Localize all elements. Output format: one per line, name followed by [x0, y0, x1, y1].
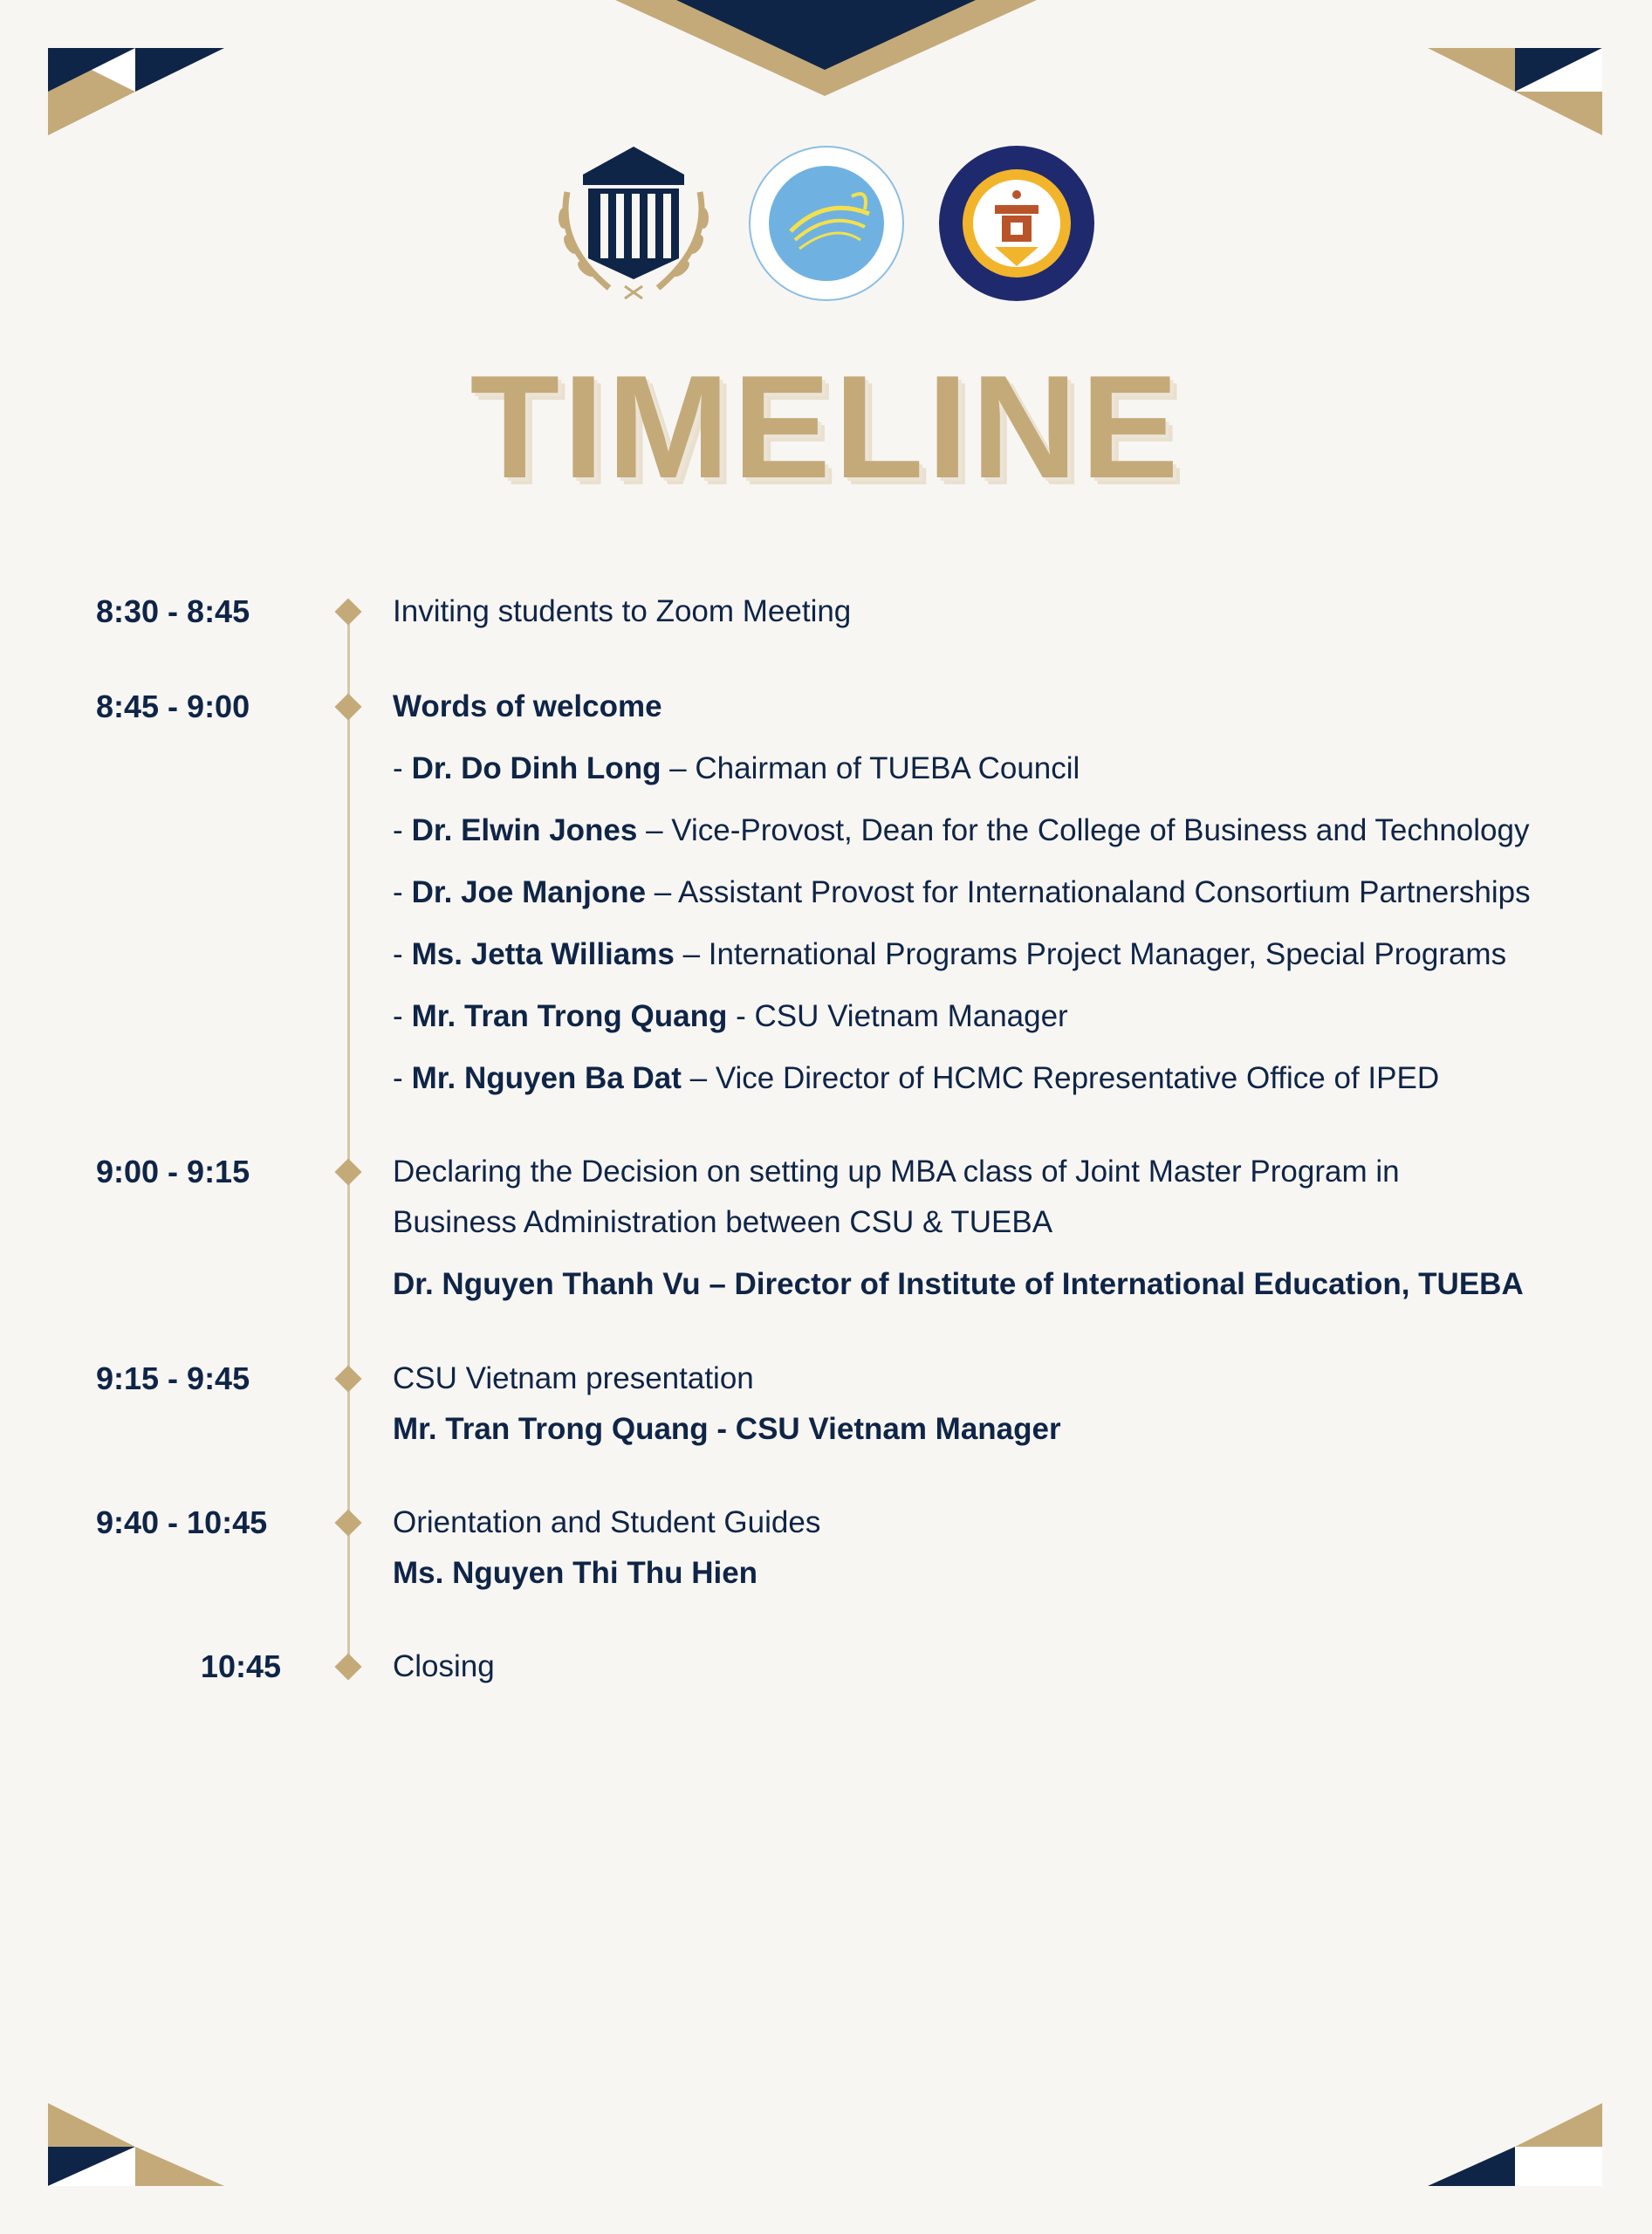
speaker-name: Dr. Do Dinh Long: [411, 751, 661, 785]
speaker-item: - Mr. Nguyen Ba Dat – Vice Director of HCMC Representative Office of IPED: [393, 1061, 1440, 1095]
association-seal-icon: [937, 144, 1096, 303]
speaker-role: CSU Vietnam Manager: [754, 999, 1068, 1033]
separator: –: [661, 751, 696, 785]
entry-title: Words of welcome: [393, 689, 662, 723]
speaker-role: Vice Director of HCMC Representative Office of IPED: [715, 1061, 1440, 1095]
tueba-seal-icon: [747, 144, 906, 303]
entry-title: Orientation and Student Guides: [393, 1505, 821, 1539]
speaker-item: - Dr. Joe Manjone – Assistant Provost for Internationaland Consortium Partnerships: [393, 875, 1531, 909]
speaker-role: Assistant Provost for Internationaland Consortium Partnerships: [678, 875, 1531, 909]
columns-crest-icon: [548, 140, 719, 305]
speaker-name: Dr. Joe Manjone: [411, 875, 647, 909]
separator: –: [674, 937, 709, 971]
speaker-role: Vice-Provost, Dean for the College of Business and Technology: [671, 813, 1530, 847]
entry-presenter: Mr. Tran Trong Quang - CSU Vietnam Manager: [393, 1412, 1061, 1446]
entry-time: 9:15 - 9:45: [96, 1360, 250, 1396]
entry-time: 10:45: [200, 1648, 281, 1684]
speaker-item: - Dr. Elwin Jones – Vice-Provost, Dean for the College of Business and Technology: [393, 813, 1530, 847]
speaker-item: - Ms. Jetta Williams – International Programs Project Manager, Special Programs: [393, 937, 1507, 971]
entry-title: Inviting students to Zoom Meeting: [393, 594, 852, 628]
entry-title: Closing: [393, 1649, 495, 1683]
speaker-item: - Dr. Do Dinh Long – Chairman of TUEBA Council: [393, 751, 1080, 785]
speaker-role: International Programs Project Manager, Special Programs: [708, 937, 1507, 971]
speaker-name: Mr. Nguyen Ba Dat: [411, 1061, 682, 1095]
entry-presenter: Dr. Nguyen Thanh Vu – Director of Institute of International Education, TUEBA: [393, 1267, 1524, 1301]
separator: -: [727, 999, 755, 1033]
entry-time: 9:00 - 9:15: [96, 1154, 250, 1189]
speaker-item: - Mr. Tran Trong Quang - CSU Vietnam Manager: [393, 999, 1068, 1033]
entry-presenter: Ms. Nguyen Thi Thu Hien: [393, 1556, 758, 1590]
entry-time: 8:30 - 8:45: [96, 593, 250, 629]
separator: –: [637, 813, 672, 847]
entry-title-continued: Business Administration between CSU & TUEBA: [393, 1205, 1053, 1239]
entry-time: 8:45 - 9:00: [96, 689, 250, 724]
speaker-name: Ms. Jetta Williams: [411, 937, 675, 971]
entry-time: 9:40 - 10:45: [96, 1504, 268, 1540]
speaker-role: Chairman of TUEBA Council: [695, 751, 1080, 785]
page-title: TIMELINE: [470, 345, 1182, 509]
speaker-name: Dr. Elwin Jones: [411, 813, 638, 847]
entry-title: CSU Vietnam presentation: [393, 1361, 754, 1395]
separator: –: [681, 1061, 716, 1095]
logo-row: [0, 140, 1652, 314]
separator: –: [646, 875, 679, 909]
speaker-name: Mr. Tran Trong Quang: [411, 999, 728, 1033]
entry-title: Declaring the Decision on setting up MBA class of Joint Master Program in: [393, 1155, 1400, 1189]
